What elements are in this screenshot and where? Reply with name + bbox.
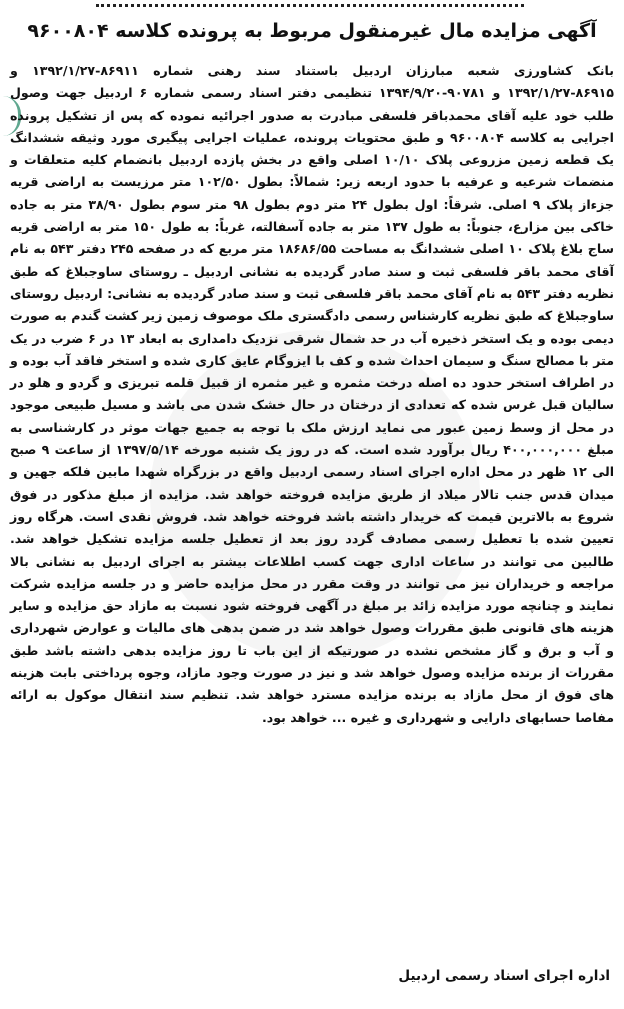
notice-signature: اداره اجرای اسناد رسمی اردبیل bbox=[398, 968, 610, 984]
top-dotted-rule bbox=[96, 4, 524, 7]
notice-body: بانک کشاورزی شعبه مبارزان اردبیل باستناد سند رهنی شماره ۸۶۹۱۱-۱۳۹۲/۱/۲۷ و ۸۶۹۱۵-۱۳۹۲/۱/۲۷ و ۹۰۷۸۱-۱۳۹۴/۹/۲۰ تنظیمی دفتر اسناد رسمی شماره ۶ اردبیل جهت وصول طلب خود علیه آقای محمدباقر فلسفی مبادرت به صدور اجرائیه نموده که پس از تشکیل پرونده اجرایی به کلاسه ۹۶۰۰۸۰۴ و طبق محتویات پرونده، عملیات اجرایی پیگیری مورد وثیقه ششدانگ یک قطعه زمین مزروعی پلاک ۱۰/۱۰ اصلی واقع در بخش پازده اردبیل بانضمام کلیه متعلقات و منضمات شرعیه و عرفیه با حدود اربعه زیر: شمالاً: بطول ۱۰۲/۵۰ متر مرزیست به اراضی قریه جزءاز پلاک ۹ اصلی. شرقاً: اول بطول ۲۴ متر دوم بطول ۹۸ متر سوم بطول ۳۸/۹۰ متر به جاده خاکی بین مزارع، جنوباً: به طول ۱۳۷ متر به جاده آسفالته، غرباً: به طول ۱۵۰ متر به اراضی قریه ساج بلاغ پلاک ۱۰ اصلی ششدانگ به مساحت ۱۸۶۸۶/۵۵ متر مربع که در صفحه ۲۴۵ دفتر ۵۴۳ به نام آقای محمد باقر فلسفی ثبت و سند صادر گردیده به نشانی اردبیل ـ روستای ساوجبلاغ که طبق نظریه دفتر ۵۴۳ به نام آقای محمد باقر فلسفی ثبت و سند صادر گردیده به نشانی: اردبیل روستای ساوجبلاغ که طبق نظریه کارشناس رسمی دادگستری ملک موصوف زمین زیر کشت گندم به صورت دیمی بوده و یک استخر ذخیره آب در حد شمال شرقی نزدیک دامداری به ابعاد ۱۳ در ۶ ضرب در یک متر با مصالح سنگ و سیمان احداث شده و کف با ایزوگام عایق کاری شده و استخر فاقد آب بوده و در اطراف استخر حدود ده اصله درخت مثمره و غیر مثمره از قبیل قلمه تبریزی و گردو و هلو در سالیان قبل غرس شده که تعدادی از درختان در حال خشک شدن می باشد و مسیل طبیعی موجود در محل از وسط زمین عبور می نماید ارزش ملک با توجه به جمیع جهات موثر در کارشناسی به مبلغ ۴۰۰,۰۰۰,۰۰۰ ریال برآورد شده است. که در روز یک شنبه مورخه ۱۳۹۷/۵/۱۴ از ساعت ۹ صبح الی ۱۲ ظهر در محل اداره اجرای اسناد رسمی اردبیل واقع در بزرگراه شهدا مابین فلکه جهین و میدان قدس جنب تالار میلاد از طریق مزایده فروخته خواهد شد. مزایده از مبلغ مذکور در فوق شروع به بالاترین قیمت که خریدار داشته باشد فروخته خواهد شد. فروش نقدی است. هرگاه روز تعیین شده با تعطیل رسمی مصادف گردد روز بعد از تعطیل جلسه مزایده تشکیل خواهد شد. طالبین می توانند در ساعات اداری جهت کسب اطلاعات بیشتر به اجرای اردبیل به نشانی بالا مراجعه و خریداران نیز می توانند در وقت مقرر در محل مزایده حاضر و در جلسه مزایده شرکت نمایند و چنانچه مورد مزایده زائد بر مبلغ در آگهی فروخته شود نسبت به مازاد حق مزایده و سایر هزینه های قانونی طبق مقررات وصول خواهد شد در ضمن بدهی های مالیات و عوارض شهرداری و آب و برق و گاز مشخص نشده در صورتیکه از این باب تا روز مزایده بدهی داشته باشد طبق مقررات از برنده مزایده وصول خواهد شد و نیز در صورت وجود مازاد، وجوه پرداختی بابت هزینه های فوق از محل مازاد به برنده مزایده مسترد خواهد شد. تنظیم سند انتقال موکول به ارائه مفاصا حسابهای دارایی و شهرداری و غیره ... خواهد بود. bbox=[10, 63, 615, 725]
notice-title: آگهی مزایده مال غیرمنقول مربوط به پرونده کلاسه ۹۶۰۰۸۰۴ bbox=[27, 20, 597, 42]
